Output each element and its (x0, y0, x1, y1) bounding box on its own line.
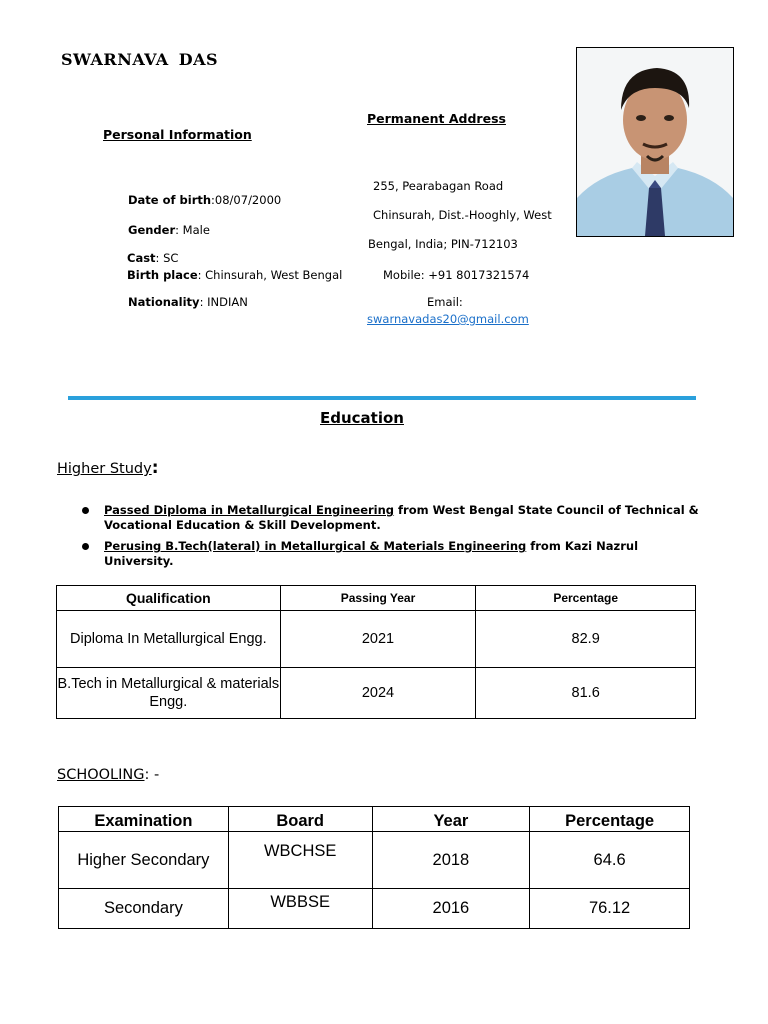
table-cell: 64.6 (530, 832, 690, 889)
gender-row (128, 223, 210, 237)
education-heading: Education (320, 409, 404, 427)
table-cell: Higher Secondary (59, 832, 229, 889)
table-row (57, 668, 696, 719)
table-header: Examination (59, 807, 229, 832)
nationality-label: Nationality (128, 295, 200, 309)
table-row (59, 832, 690, 889)
table-header: Board (228, 807, 372, 832)
bullet-icon (82, 543, 89, 550)
dob-label: Date of birth (128, 193, 212, 207)
nationality-row (128, 295, 248, 309)
cast-value: : SC (155, 251, 179, 265)
schooling-suffix: : - (144, 767, 160, 783)
table-cell: 81.6 (476, 668, 696, 719)
higher-study-label: Higher Study (57, 461, 152, 477)
gender-value: : Male (175, 223, 210, 237)
list-item (80, 539, 710, 569)
table-cell: 76.12 (530, 889, 690, 929)
bullet-underlined: Perusing B.Tech(lateral) in Metallurgical & Materials Engineering (104, 539, 527, 553)
table-header: Passing Year (280, 586, 476, 611)
cast-label: Cast (127, 251, 156, 265)
gender-label: Gender (128, 223, 176, 237)
bullet-underlined: Passed Diploma in Metallurgical Engineering (104, 503, 395, 517)
schooling-table (58, 806, 690, 929)
address-line-3: Bengal, India; PIN-712103 (368, 237, 518, 251)
address-line-1: 255, Pearabagan Road (373, 179, 504, 193)
table-cell: 2018 (372, 832, 530, 889)
mobile-number: Mobile: +91 8017321574 (383, 268, 530, 282)
table-cell: WBBSE (228, 889, 372, 929)
section-divider (68, 396, 696, 400)
email-link[interactable]: swarnavadas20@gmail.com (367, 312, 529, 326)
schooling-heading (57, 767, 159, 783)
table-cell: Diploma In Metallurgical Engg. (57, 611, 281, 668)
table-cell: 82.9 (476, 611, 696, 668)
birthplace-value: : Chinsurah, West Bengal (197, 268, 343, 282)
bullet-text: from Kazi Nazrul University. (104, 539, 639, 568)
table-cell: WBCHSE (228, 832, 372, 889)
table-cell: 2021 (280, 611, 476, 668)
schooling-label: SCHOOLING (57, 767, 145, 783)
person-portrait-icon (577, 48, 733, 236)
personal-info-heading: Personal Information (103, 127, 252, 142)
candidate-name: SWARNAVA DAS (61, 50, 219, 69)
table-header-row (59, 807, 690, 832)
table-cell: 2016 (372, 889, 530, 929)
table-cell: Secondary (59, 889, 229, 929)
table-cell: B.Tech in Metallurgical & materials Engg. (57, 668, 281, 719)
table-header: Percentage (530, 807, 690, 832)
qualification-table (56, 585, 696, 719)
table-header: Percentage (476, 586, 696, 611)
higher-study-colon: : (151, 458, 159, 478)
address-line-2: Chinsurah, Dist.-Hooghly, West (373, 208, 552, 222)
bullet-icon (82, 507, 89, 514)
nationality-value: : INDIAN (199, 295, 248, 309)
higher-study-heading (57, 458, 159, 478)
table-header: Qualification (57, 586, 281, 611)
higher-study-list (80, 503, 710, 575)
dob-value: :08/07/2000 (211, 193, 282, 207)
table-header: Year (372, 807, 530, 832)
email-label: Email: (427, 295, 463, 309)
bullet-text: from West Bengal State Council of Technical & Vocational Education & Skill Development. (104, 503, 699, 532)
address-heading: Permanent Address (367, 111, 506, 126)
table-header-row (57, 586, 696, 611)
table-row (59, 889, 690, 929)
cast-row (127, 251, 178, 265)
list-item (80, 503, 710, 533)
profile-photo (576, 47, 734, 237)
birthplace-row (127, 268, 342, 282)
table-row (57, 611, 696, 668)
birthplace-label: Birth place (127, 268, 198, 282)
table-cell: 2024 (280, 668, 476, 719)
dob-row (128, 193, 281, 207)
